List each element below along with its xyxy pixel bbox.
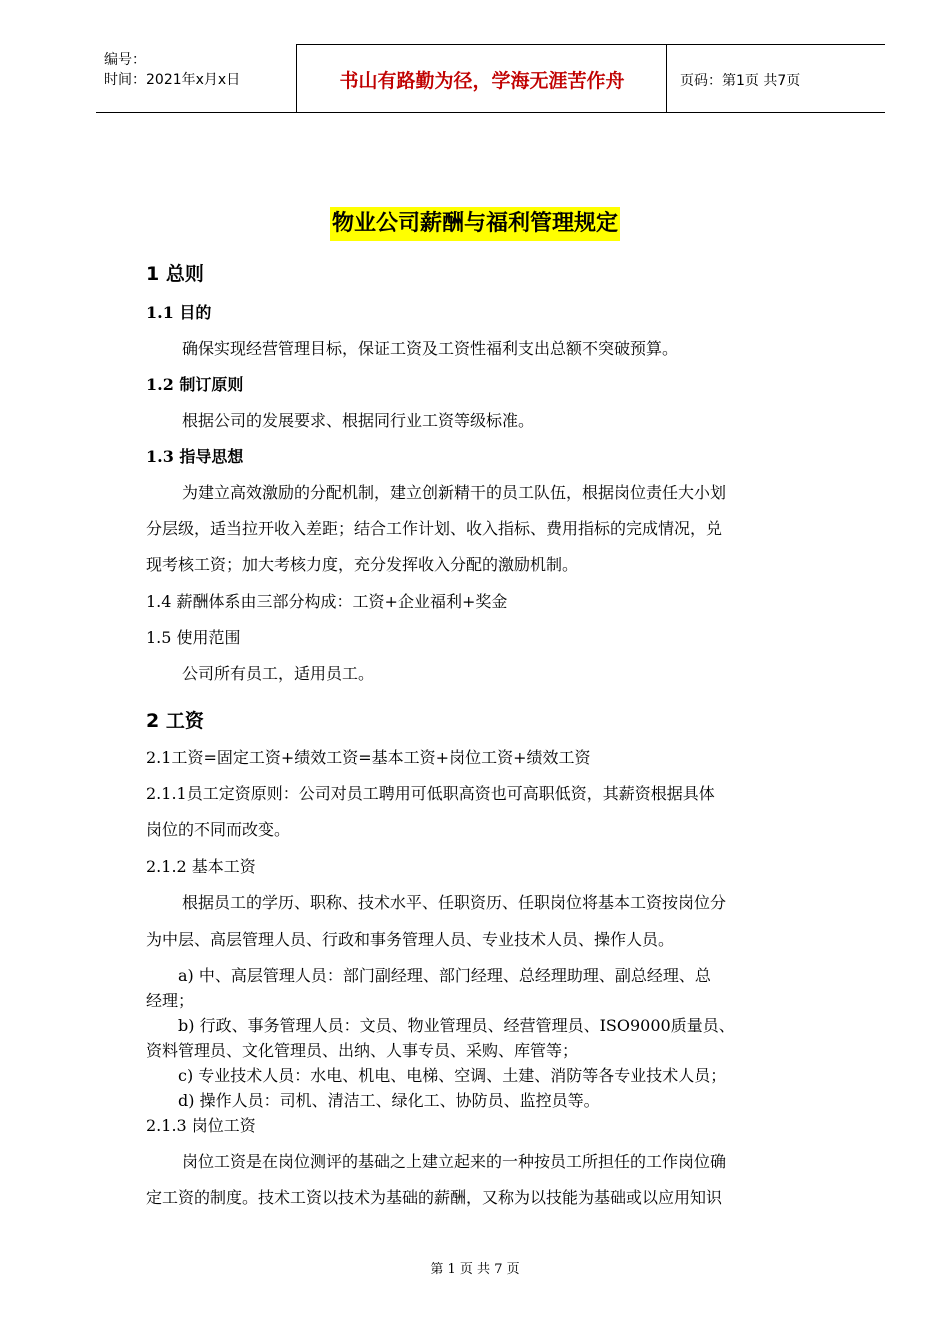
header-page-info: 页码：第1页 共7页 [680,73,801,89]
time-label: 时间：2021年x月x日 [104,72,241,88]
clause-line: 1.4 薪酬体系由三部分构成：工资+企业福利+奖金 [146,592,508,611]
header-top-rule [296,44,885,45]
list-item: 经理； [146,991,195,1010]
paragraph-line: 定工资的制度。技术工资以技术为基础的薪酬，又称为以技能为基础或以应用知识 [146,1188,723,1207]
page-footer: 第 1 页 共 7 页 [430,1262,520,1277]
paragraph-line: 根据员工的学历、职称、技术水平、任职资历、任职岗位将基本工资按岗位分 [182,893,727,912]
paragraph-line: 现考核工资；加大考核力度，充分发挥收入分配的激励机制。 [146,555,579,574]
paragraph-line: 公司所有员工，适用员工。 [182,664,375,683]
header-motto: 书山有路勤为径，学海无涯苦作舟 [339,70,625,92]
header-divider [296,44,297,112]
paragraph-line: 为中层、高层管理人员、行政和事务管理人员、专业技术人员、操作人员。 [146,930,675,949]
subsection-heading: 1.2 制订原则 [146,375,244,394]
clause-line: 1.5 使用范围 [146,628,241,647]
header-divider [666,44,667,112]
title-wrap [0,207,950,241]
list-item: d) 操作人员：司机、清洁工、绿化工、协防员、监控员等。 [178,1091,600,1110]
section-heading: 2 工资 [146,710,204,732]
paragraph-line: 分层级，适当拉开收入差距；结合工作计划、收入指标、费用指标的完成情况，兑 [146,519,723,538]
paragraph-line: 确保实现经营管理目标，保证工资及工资性福利支出总额不突破预算。 [182,339,679,358]
clause-line: 2.1.2 基本工资 [146,857,256,876]
section-heading: 1 总则 [146,263,204,285]
subsection-heading: 1.1 目的 [146,303,212,322]
paragraph-line: 岗位的不同而改变。 [146,820,291,839]
document-title: 物业公司薪酬与福利管理规定 [330,207,620,241]
list-item: c) 专业技术人员：水电、机电、电梯、空调、土建、消防等各专业技术人员； [178,1066,727,1085]
list-item: a) 中、高层管理人员：部门副经理、部门经理、总经理助理、副总经理、总 [178,966,711,985]
paragraph-line: 根据公司的发展要求、根据同行业工资等级标准。 [182,411,535,430]
subsection-heading: 1.3 指导思想 [146,447,244,466]
serial-label: 编号： [104,52,146,68]
paragraph-line: 为建立高效激励的分配机制，建立创新精干的员工队伍，根据岗位责任大小划 [182,483,727,502]
header-meta [104,50,240,90]
list-item: b) 行政、事务管理人员：文员、物业管理员、经营管理员、ISO9000质量员、 [178,1016,735,1035]
clause-line: 2.1.3 岗位工资 [146,1116,256,1135]
paragraph-line: 岗位工资是在岗位测评的基础之上建立起来的一种按员工所担任的工作岗位确 [182,1152,727,1171]
clause-line: 2.1工资=固定工资+绩效工资=基本工资+岗位工资+绩效工资 [146,748,591,767]
list-item: 资料管理员、文化管理员、出纳、人事专员、采购、库管等； [146,1041,579,1060]
clause-line: 2.1.1员工定资原则：公司对员工聘用可低职高资也可高职低资，其薪资根据具体 [146,784,715,803]
page-header [96,44,885,113]
